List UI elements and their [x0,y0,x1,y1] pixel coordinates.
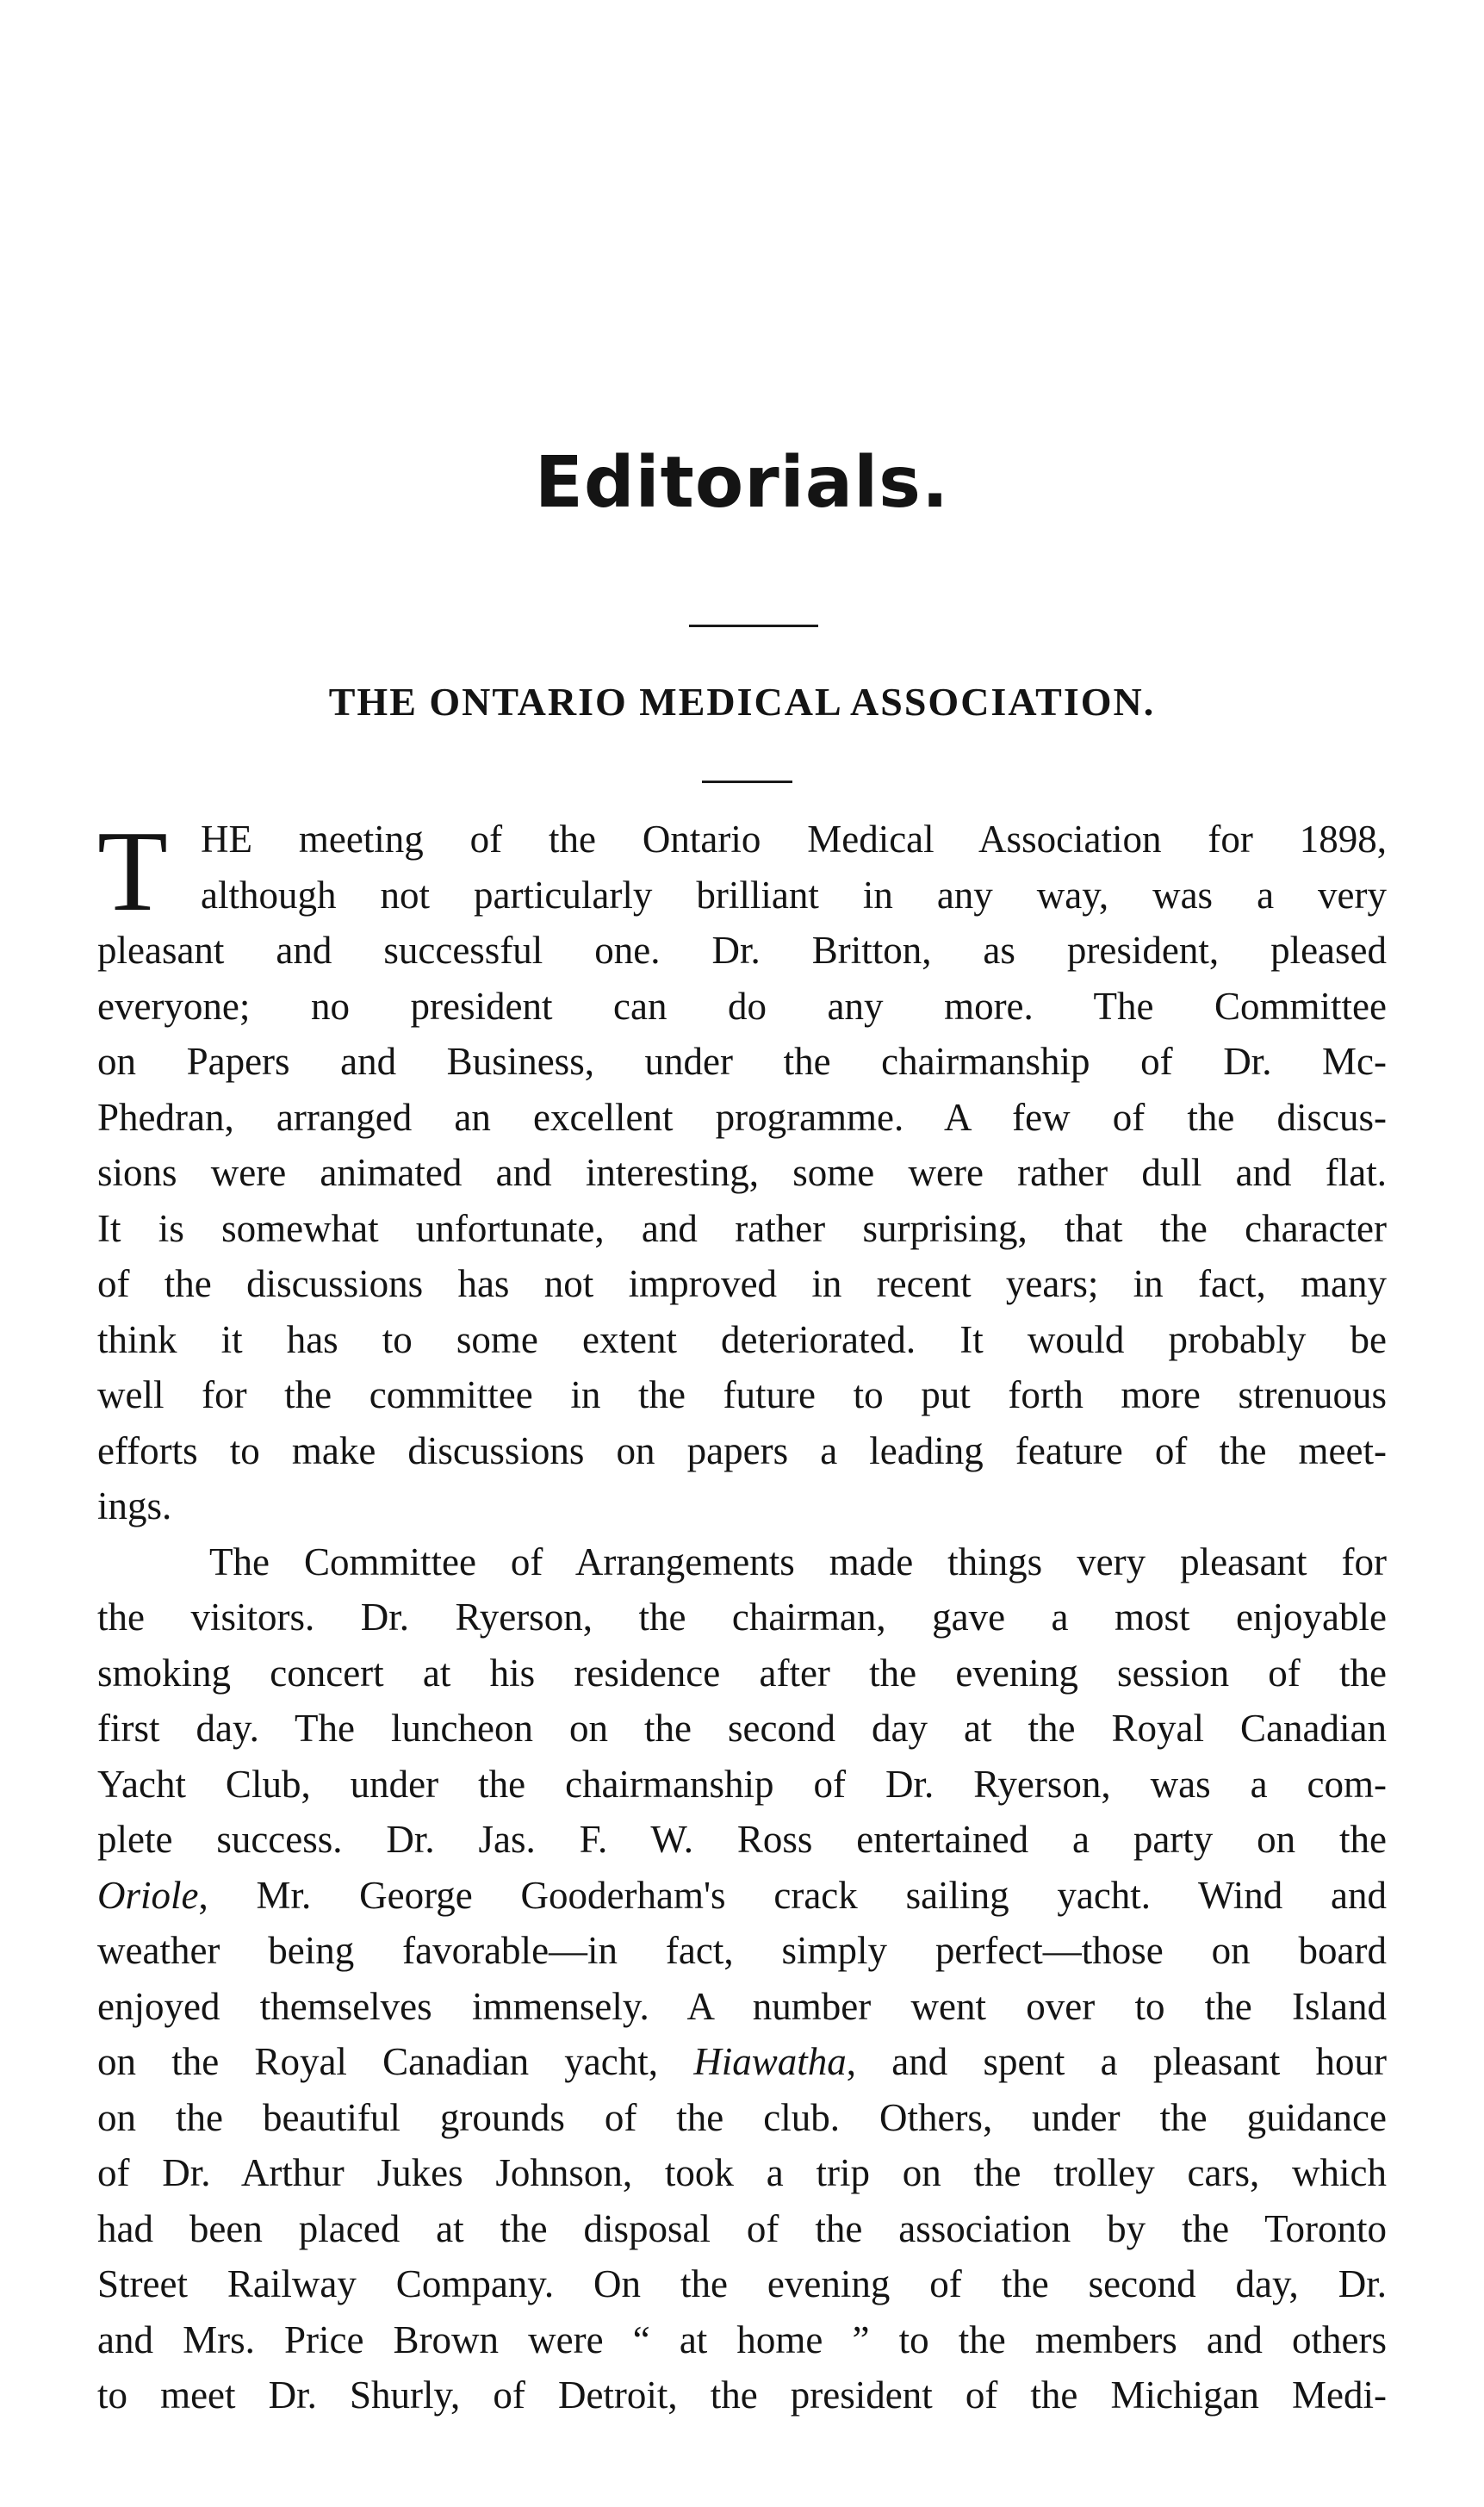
text-line: It is somewhat unfortunate, and rather surprising, that the character [97,1206,1387,1250]
text-line: The Committee of Arrangements made things very pleasant for [209,1540,1387,1583]
text-line: of the discussions has not improved in recent years; in fact, many [97,1262,1387,1305]
text-line: on the beautiful grounds of the club. Others, under the guidance [97,2095,1387,2139]
text-line: sions were animated and interesting, some were rather dull and flat. [97,1151,1387,1194]
divider-rule [702,781,792,783]
article-title: THE ONTARIO MEDICAL ASSOCIATION. [328,680,1156,724]
text-line: weather being favorable—in fact, simply perfect—those on board [97,1929,1387,1972]
text-line: the visitors. Dr. Ryerson, the chairman, gave a most enjoyable [97,1596,1387,1639]
divider-rule [689,625,818,627]
ship-name: Hiawatha [693,2040,847,2083]
drop-cap: T [97,807,168,935]
text-line: Street Railway Company. On the evening of the second day, Dr. [97,2262,1387,2305]
text-fragment: on the Royal Canadian yacht, [97,2040,694,2083]
text-line: plete success. Dr. Jas. F. W. Ross entertained a party on the [97,1818,1387,1861]
text-line [97,1868,1387,1924]
article-body [97,807,1387,2423]
text-line: efforts to make discussions on papers a leading feature of the meet- [97,1428,1387,1472]
text-line: pleasant and successful one. Dr. Britton, as president, pleased [97,929,1387,972]
text-line: well for the committee in the future to put forth more strenuous [97,1373,1387,1416]
text-line: HE meeting of the Ontario Medical Association for 1898, [201,818,1387,861]
text-line: had been placed at the disposal of the association by the Toronto [97,2206,1387,2250]
text-line: ings. [97,1484,172,1527]
text-line: on Papers and Business, under the chairmanship of Dr. Mc- [97,1040,1387,1083]
text-line: first day. The luncheon on the second day at the Royal Canadian [97,1707,1387,1750]
paragraph [97,807,1387,1534]
text-line: Yacht Club, under the chairmanship of Dr. Ryerson, was a com- [97,1762,1387,1806]
section-heading: Editorials. [534,442,950,524]
text-line: of Dr. Arthur Jukes Johnson, took a trip on the trolley cars, which [97,2151,1387,2194]
text-line: Phedran, arranged an excellent programme. A few of the discus- [97,1095,1387,1139]
text-line: although not particularly brilliant in any way, was a very [201,873,1387,917]
text-line: everyone; no president can do any more. The Committee [97,984,1387,1028]
text-line [97,2034,1387,2090]
paragraph [97,1534,1387,2423]
text-line: smoking concert at his residence after the evening session of the [97,1651,1387,1695]
ship-name: Oriole [97,1873,199,1917]
text-fragment: , Mr. George Gooderham's crack sailing yacht. Wind and [198,1873,1387,1917]
text-line: to meet Dr. Shurly, of Detroit, the president of the Michigan Medi- [97,2373,1387,2417]
text-fragment: , and spent a pleasant hour [846,2040,1387,2083]
text-line: and Mrs. Price Brown were “ at home ” to the members and others [97,2317,1387,2361]
text-line: enjoyed themselves immensely. A number went over to the Island [97,1984,1387,2028]
text-line: think it has to some extent deteriorated. It would probably be [97,1317,1387,1361]
